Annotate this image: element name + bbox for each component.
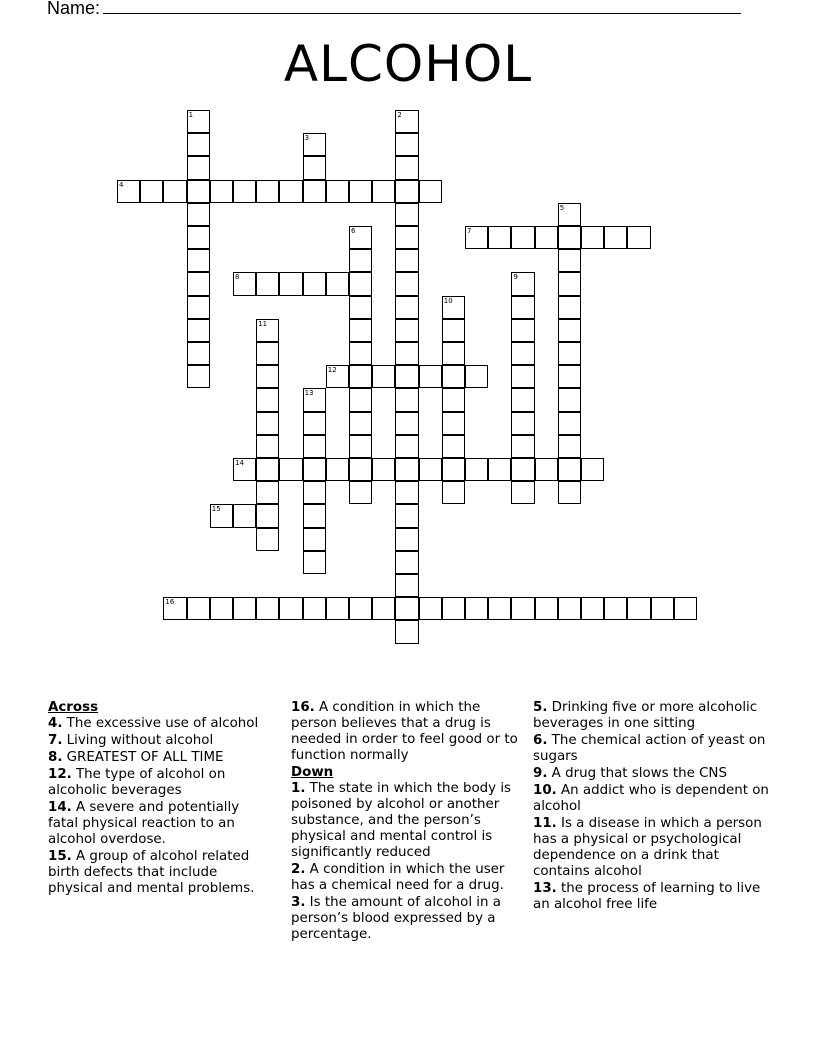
grid-cell[interactable]: [163, 597, 186, 620]
clue-item-number: 6.: [533, 733, 548, 748]
clue-item-text: The type of alcohol on alcoholic beverages: [48, 767, 226, 798]
grid-cell[interactable]: [303, 133, 326, 156]
grid-cell[interactable]: [558, 342, 581, 365]
clue-number: 9: [513, 273, 518, 282]
grid-cell[interactable]: [233, 504, 256, 527]
clue-item-number: 13.: [533, 881, 557, 896]
clue-item-text: The chemical action of yeast on sugars: [533, 733, 766, 764]
grid-cell[interactable]: [303, 272, 326, 295]
grid-cell[interactable]: [210, 180, 233, 203]
grid-cell[interactable]: [372, 180, 395, 203]
grid-cell[interactable]: [535, 226, 558, 249]
clue-item: [48, 716, 273, 732]
grid-cell[interactable]: [395, 133, 418, 156]
grid-cell[interactable]: [187, 597, 210, 620]
grid-cell[interactable]: [303, 597, 326, 620]
clue-item-number: 1.: [291, 781, 306, 796]
grid-cell[interactable]: [395, 458, 418, 481]
grid-cell[interactable]: [303, 528, 326, 551]
grid-cell[interactable]: [187, 226, 210, 249]
clue-item-number: 16.: [291, 700, 315, 715]
grid-cell[interactable]: [303, 481, 326, 504]
clue-number: 13: [304, 389, 314, 398]
grid-cell[interactable]: [187, 249, 210, 272]
grid-cell[interactable]: [187, 110, 210, 133]
grid-cell[interactable]: [233, 597, 256, 620]
grid-cell[interactable]: [187, 156, 210, 179]
grid-cell[interactable]: [256, 481, 279, 504]
down-clues-part2: [533, 700, 773, 913]
grid-cell[interactable]: [581, 226, 604, 249]
grid-cell[interactable]: [326, 597, 349, 620]
grid-cell[interactable]: [326, 272, 349, 295]
grid-cell[interactable]: [256, 412, 279, 435]
clue-item-number: 14.: [48, 800, 72, 815]
grid-cell[interactable]: [511, 272, 534, 295]
clue-item: [291, 700, 527, 764]
clue-item: [533, 816, 773, 880]
grid-cell[interactable]: [279, 180, 302, 203]
grid-cell[interactable]: [349, 180, 372, 203]
grid-cell[interactable]: [395, 388, 418, 411]
grid-cell[interactable]: [395, 551, 418, 574]
grid-cell[interactable]: [349, 388, 372, 411]
grid-cell[interactable]: [627, 226, 650, 249]
grid-cell[interactable]: [442, 388, 465, 411]
grid-cell[interactable]: [256, 319, 279, 342]
grid-cell[interactable]: [511, 226, 534, 249]
grid-cell[interactable]: [581, 597, 604, 620]
grid-cell[interactable]: [442, 481, 465, 504]
grid-cell[interactable]: [465, 597, 488, 620]
grid-cell[interactable]: [558, 365, 581, 388]
clue-item-number: 11.: [533, 816, 557, 831]
clue-item-number: 12.: [48, 767, 72, 782]
grid-cell[interactable]: [256, 504, 279, 527]
grid-cell[interactable]: [442, 412, 465, 435]
grid-cell[interactable]: [256, 528, 279, 551]
grid-cell[interactable]: [395, 528, 418, 551]
grid-cell[interactable]: [256, 435, 279, 458]
clue-column-2: [291, 700, 527, 944]
grid-cell[interactable]: [604, 226, 627, 249]
grid-cell[interactable]: [558, 435, 581, 458]
grid-cell[interactable]: [442, 597, 465, 620]
grid-cell[interactable]: [558, 296, 581, 319]
grid-cell[interactable]: [349, 342, 372, 365]
clue-item-number: 3.: [291, 895, 306, 910]
grid-cell[interactable]: [349, 249, 372, 272]
grid-cell[interactable]: [395, 412, 418, 435]
grid-cell[interactable]: [163, 180, 186, 203]
grid-cell[interactable]: [187, 272, 210, 295]
grid-cell[interactable]: [326, 180, 349, 203]
grid-cell[interactable]: [349, 458, 372, 481]
grid-cell[interactable]: [581, 458, 604, 481]
grid-cell[interactable]: [535, 597, 558, 620]
grid-cell[interactable]: [303, 435, 326, 458]
grid-cell[interactable]: [256, 597, 279, 620]
grid-cell[interactable]: [395, 249, 418, 272]
clue-number: 11: [258, 319, 268, 328]
clue-item: [533, 783, 773, 815]
grid-cell[interactable]: [488, 226, 511, 249]
grid-cell[interactable]: [419, 597, 442, 620]
clue-number: 5: [559, 203, 565, 212]
grid-cell[interactable]: [303, 551, 326, 574]
grid-cell[interactable]: [558, 412, 581, 435]
grid-cell[interactable]: [210, 504, 233, 527]
grid-cell[interactable]: [511, 597, 534, 620]
grid-cell[interactable]: [349, 319, 372, 342]
clue-number: 6: [351, 227, 356, 235]
clue-number: 12: [327, 366, 337, 375]
grid-cell[interactable]: [442, 365, 465, 388]
clue-number: 8: [235, 273, 240, 282]
grid-cell[interactable]: [419, 365, 442, 388]
grid-cell[interactable]: [465, 226, 488, 249]
grid-cell[interactable]: [303, 458, 326, 481]
clue-number: 7: [467, 227, 472, 235]
grid-cell[interactable]: [395, 597, 418, 620]
clue-item-text: Is the amount of alcohol in a person’s blood expressed by a percentage.: [291, 895, 501, 942]
clue-item-number: 2.: [291, 862, 306, 877]
grid-cell[interactable]: [558, 388, 581, 411]
grid-cell[interactable]: [465, 365, 488, 388]
clue-item: [533, 700, 773, 732]
grid-cell[interactable]: [511, 435, 534, 458]
grid-cell[interactable]: [349, 435, 372, 458]
grid-cell[interactable]: [558, 249, 581, 272]
grid-cell[interactable]: [187, 342, 210, 365]
grid-cell[interactable]: [558, 458, 581, 481]
clue-number: 2: [397, 111, 402, 119]
grid-cell[interactable]: [395, 504, 418, 527]
grid-cell[interactable]: [233, 180, 256, 203]
grid-cell[interactable]: [279, 597, 302, 620]
clue-number: 15: [211, 505, 221, 514]
grid-cell[interactable]: [233, 458, 256, 481]
grid-cell[interactable]: [442, 296, 465, 319]
grid-cell[interactable]: [488, 458, 511, 481]
grid-cell[interactable]: [349, 365, 372, 388]
grid-cell[interactable]: [419, 180, 442, 203]
grid-cell[interactable]: [535, 458, 558, 481]
grid-cell[interactable]: [187, 365, 210, 388]
across-heading: Across: [48, 700, 99, 715]
grid-cell[interactable]: [511, 342, 534, 365]
clue-item-text: The state in which the body is poisoned by alcohol or another substance, and the person’s physical and mental control is significantly reduced: [291, 781, 512, 860]
grid-cell[interactable]: [442, 319, 465, 342]
clue-item: [48, 750, 273, 766]
clue-item: [533, 733, 773, 765]
grid-cell[interactable]: [465, 458, 488, 481]
clue-item-text: GREATEST OF ALL TIME: [62, 750, 224, 765]
grid-cell[interactable]: [256, 180, 279, 203]
grid-cell[interactable]: [395, 203, 418, 226]
grid-cell[interactable]: [303, 180, 326, 203]
down-clues-part1: [291, 781, 527, 943]
grid-cell[interactable]: [511, 458, 534, 481]
grid-cell[interactable]: [256, 388, 279, 411]
grid-cell[interactable]: [604, 597, 627, 620]
clue-item-text: A condition in which the user has a chemical need for a drug.: [291, 862, 505, 893]
grid-cell[interactable]: [372, 458, 395, 481]
clue-item: [291, 895, 527, 943]
clue-number: 4: [119, 180, 124, 189]
grid-cell[interactable]: [140, 180, 163, 203]
grid-cell[interactable]: [395, 620, 418, 643]
clue-item-text: A group of alcohol related birth defects that include physical and mental problems.: [48, 849, 255, 896]
grid-cell[interactable]: [349, 296, 372, 319]
clue-number: 10: [443, 296, 453, 305]
grid-cell[interactable]: [256, 272, 279, 295]
clue-item-number: 5.: [533, 700, 548, 715]
grid-cell[interactable]: [326, 365, 349, 388]
grid-cell[interactable]: [511, 319, 534, 342]
grid-cell[interactable]: [303, 504, 326, 527]
clue-item-number: 9.: [533, 766, 548, 781]
clue-number: 16: [165, 598, 175, 607]
across-clues-part2: [291, 700, 527, 764]
grid-cell[interactable]: [349, 412, 372, 435]
grid-cell[interactable]: [395, 435, 418, 458]
clue-item: [48, 767, 273, 799]
clue-item-text: A drug that slows the CNS: [547, 766, 727, 781]
clue-item: [533, 766, 773, 782]
grid-cell[interactable]: [372, 365, 395, 388]
grid-cell[interactable]: [256, 365, 279, 388]
grid-cell[interactable]: [303, 388, 326, 411]
clue-item: [291, 781, 527, 861]
clue-item-number: 8.: [48, 750, 63, 765]
grid-cell[interactable]: [442, 342, 465, 365]
grid-cell[interactable]: [419, 458, 442, 481]
clue-item: [48, 849, 273, 897]
clue-number: 3: [304, 134, 310, 143]
clue-item-number: 10.: [533, 783, 557, 798]
grid-cell[interactable]: [395, 574, 418, 597]
grid-cell[interactable]: [395, 180, 418, 203]
clue-number: 14: [235, 459, 244, 467]
clue-item-text: Drinking five or more alcoholic beverages in one sitting: [533, 700, 758, 731]
grid-cell[interactable]: [349, 226, 372, 249]
grid-cell[interactable]: [117, 180, 140, 203]
grid-cell[interactable]: [187, 133, 210, 156]
grid-cell[interactable]: [442, 435, 465, 458]
grid-cell[interactable]: [187, 203, 210, 226]
grid-cell[interactable]: [442, 458, 465, 481]
clue-item-number: 15.: [48, 849, 72, 864]
grid-cell[interactable]: [187, 180, 210, 203]
grid-cell[interactable]: [395, 272, 418, 295]
grid-cell[interactable]: [395, 110, 418, 133]
grid-cell[interactable]: [210, 597, 233, 620]
grid-cell[interactable]: [395, 296, 418, 319]
clue-item-number: 4.: [48, 716, 63, 731]
grid-cell[interactable]: [256, 458, 279, 481]
grid-cell[interactable]: [349, 597, 372, 620]
grid-cell[interactable]: [303, 156, 326, 179]
grid-cell[interactable]: [558, 597, 581, 620]
grid-cell[interactable]: [488, 597, 511, 620]
clue-item-text: A condition in which the person believes that a drug is needed in order to feel good or to function normally: [291, 700, 518, 763]
clue-item-text: A severe and potentially fatal physical reaction to an alcohol overdose.: [48, 800, 240, 847]
clue-item: [291, 862, 527, 894]
grid-cell[interactable]: [279, 272, 302, 295]
grid-cell[interactable]: [558, 203, 581, 226]
grid-cell[interactable]: [395, 365, 418, 388]
grid-cell[interactable]: [651, 597, 674, 620]
grid-cell[interactable]: [187, 296, 210, 319]
clue-column-1: [48, 700, 273, 898]
grid-cell[interactable]: [326, 458, 349, 481]
grid-cell[interactable]: [187, 319, 210, 342]
page-title: ALCOHOL: [283, 35, 533, 93]
grid-cell[interactable]: [256, 342, 279, 365]
grid-cell[interactable]: [511, 481, 534, 504]
grid-cell[interactable]: [349, 272, 372, 295]
clue-item: [533, 881, 773, 913]
name-label: Name:: [47, 0, 101, 18]
grid-cell[interactable]: [511, 296, 534, 319]
grid-cell[interactable]: [395, 226, 418, 249]
clue-item-text: Living without alcohol: [62, 733, 214, 748]
clue-item-text: An addict who is dependent on alcohol: [533, 783, 769, 814]
grid-cell[interactable]: [674, 597, 697, 620]
clue-column-3: [533, 700, 773, 914]
clue-item-text: The excessive use of alcohol: [62, 716, 259, 731]
grid-cell[interactable]: [511, 388, 534, 411]
grid-cell[interactable]: [395, 156, 418, 179]
clue-number: 1: [188, 111, 194, 119]
clue-item-number: 7.: [48, 733, 63, 748]
grid-cell[interactable]: [233, 272, 256, 295]
grid-cell[interactable]: [558, 319, 581, 342]
grid-cell[interactable]: [558, 226, 581, 249]
grid-cell[interactable]: [303, 412, 326, 435]
grid-cell[interactable]: [279, 458, 302, 481]
grid-cell[interactable]: [511, 412, 534, 435]
clue-item-text: Is a disease in which a person has a physical or psychological dependence on a drink that contains alcohol: [533, 816, 762, 879]
grid-cell[interactable]: [395, 319, 418, 342]
grid-cell[interactable]: [511, 365, 534, 388]
clue-item-text: the process of learning to live an alcohol free life: [533, 881, 761, 912]
across-clues-part1: [48, 716, 273, 897]
grid-cell[interactable]: [627, 597, 650, 620]
down-heading: Down: [291, 765, 334, 780]
grid-cell[interactable]: [372, 597, 395, 620]
clue-item: [48, 733, 273, 749]
grid-cell[interactable]: [395, 342, 418, 365]
clue-item: [48, 800, 273, 848]
grid-cell[interactable]: [558, 481, 581, 504]
grid-cell[interactable]: [558, 272, 581, 295]
grid-cell[interactable]: [349, 481, 372, 504]
grid-cell[interactable]: [395, 481, 418, 504]
